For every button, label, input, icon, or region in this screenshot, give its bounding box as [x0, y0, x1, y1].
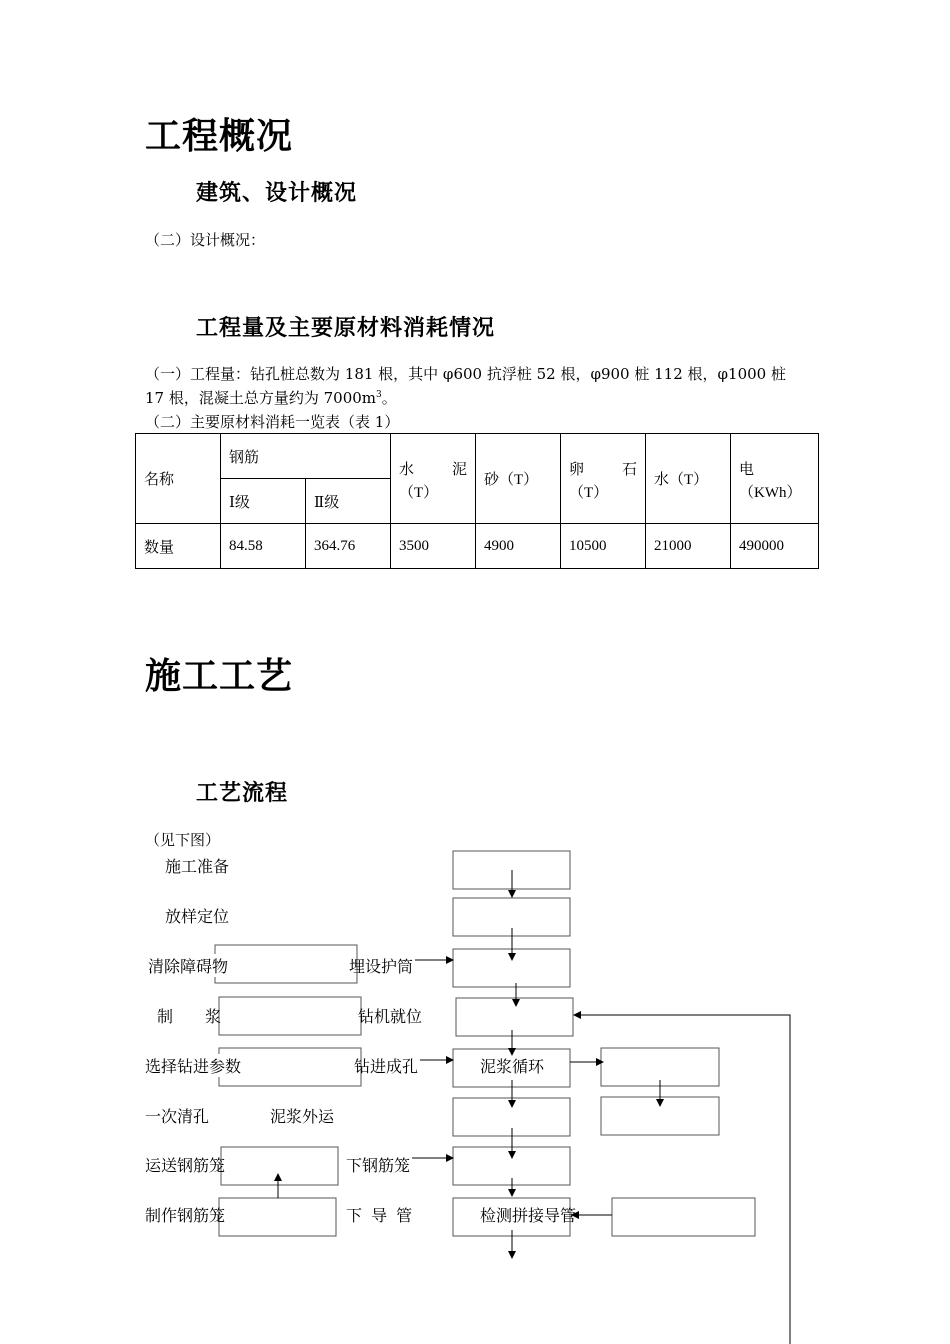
flow-label-params: 选择钻进参数 — [145, 1054, 241, 1077]
flow-label-slurry-out: 泥浆外运 — [270, 1107, 335, 1126]
header-rebar: 钢筋 — [221, 434, 391, 479]
flow-label-clean: 一次清孔 — [145, 1107, 210, 1126]
flow-label-slurry-make: 制 浆 — [157, 1007, 222, 1026]
subsection-title-quantities: 工程量及主要原材料消耗情况 — [196, 315, 496, 341]
header-gravel-b: 石 — [621, 462, 637, 478]
header-power-label: 电 — [739, 462, 755, 478]
header-power-unit: （KWh） — [739, 485, 802, 501]
header-water: 水（T） — [646, 434, 731, 524]
flow-label-rig: 钻机就位 — [358, 1007, 423, 1026]
value-water: 21000 — [646, 524, 731, 569]
flow-label-pipe-check: 检测拼接导管 — [480, 1206, 577, 1225]
header-gravel-unit: （T） — [569, 485, 609, 501]
flow-return-loop — [574, 1015, 790, 1344]
value-sand: 4900 — [476, 524, 561, 569]
header-grade2: Ⅱ级 — [306, 479, 391, 524]
subsection-title-flow: 工艺流程 — [196, 780, 289, 806]
quantity-text-main: 17 根，混凝土总方量约为 7000m — [145, 389, 377, 407]
flow-note: （见下图） — [145, 831, 221, 849]
flow-label-prep: 施工准备 — [165, 857, 230, 876]
cubic-superscript: 3 — [376, 390, 382, 400]
flow-box-clear — [215, 945, 357, 983]
flow-label-clear: 清除障碍物 — [148, 954, 228, 977]
header-sand: 砂（T） — [476, 434, 561, 524]
header-gravel-a: 卵 — [569, 462, 585, 478]
flow-label-casing: 埋设护筒 — [349, 957, 414, 976]
header-name: 名称 — [136, 434, 221, 524]
flow-label-pipe-lower: 下 导 管 — [346, 1206, 413, 1225]
flow-label-cage-make: 制作钢筋笼 — [145, 1206, 226, 1225]
table-caption: （二）主要原材料消耗一览表（表 1） — [145, 413, 400, 431]
quantity-text-line1: （一）工程量：钻孔桩总数为 181 根，其中 φ600 抗浮桩 52 根，φ900 桩 112 根，φ1000 桩 — [145, 365, 786, 383]
quantity-text-end: 。 — [381, 389, 397, 407]
value-grade2: 364.76 — [306, 524, 391, 569]
section-title-process: 施工工艺 — [145, 655, 294, 697]
row-label: 数量 — [136, 524, 221, 569]
flow-label-slurry-cycle: 泥浆循环 — [480, 1057, 545, 1076]
section-title-overview: 工程概况 — [145, 115, 294, 157]
flow-box-cage-make — [219, 1198, 336, 1236]
flow-box-rig — [456, 998, 573, 1036]
flow-label-drilling: 钻进成孔 — [354, 1057, 419, 1076]
flow-label-cage-transport: 运送钢筋笼 — [145, 1156, 226, 1175]
flow-label-layout: 放样定位 — [165, 907, 230, 926]
flow-box-cage-transport — [221, 1147, 338, 1185]
flow-box-slurry-make — [219, 997, 361, 1035]
flow-box-pipe-check — [612, 1198, 755, 1236]
value-power: 490000 — [731, 524, 819, 569]
value-grade1: 84.58 — [221, 524, 306, 569]
header-grade1: Ⅰ级 — [221, 479, 306, 524]
header-cement-b: 泥 — [451, 462, 467, 478]
value-cement: 3500 — [391, 524, 476, 569]
design-overview-text: （二）设计概况： — [145, 231, 266, 249]
flow-label-cage-lower: 下钢筋笼 — [346, 1153, 410, 1176]
header-cement-a: 水 — [399, 462, 415, 478]
subsection-title-design: 建筑、设计概况 — [196, 180, 358, 206]
value-gravel: 10500 — [561, 524, 646, 569]
header-cement-unit: （T） — [399, 485, 439, 501]
